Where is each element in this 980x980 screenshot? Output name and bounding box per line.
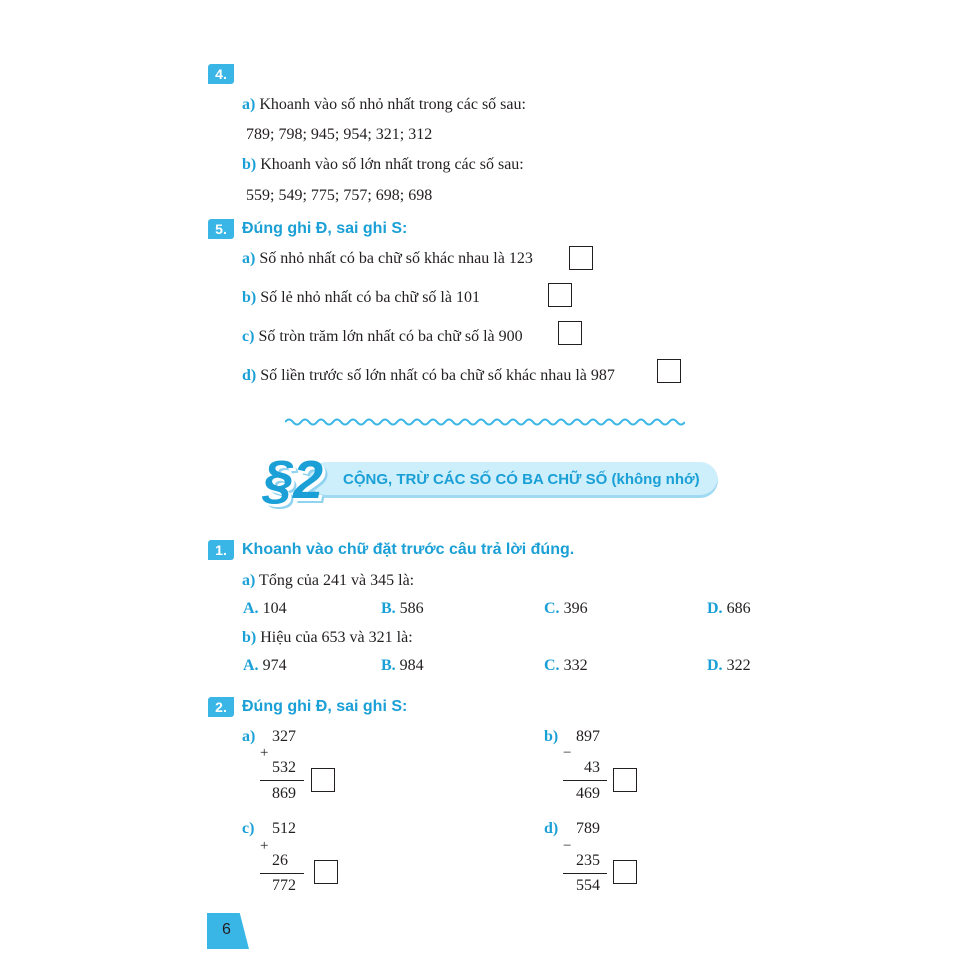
item-label: a) [242,572,256,589]
question-5a [242,249,533,269]
option-value: 332 [563,657,588,674]
s2-question-2-title: Đúng ghi Đ, sai ghi S: [242,698,408,715]
s2-question-1a [242,571,414,591]
answer-box-5b[interactable] [548,283,572,307]
calc-b-result: 469 [576,785,600,802]
question-4a [242,95,526,115]
calc-b-bottom: 43 [584,759,600,776]
question-5-title: Đúng ghi Đ, sai ghi S: [242,220,408,237]
option-letter: B. [381,600,396,617]
s2-question-1b-text: Hiệu của 653 và 321 là: [260,629,413,646]
option-value: 104 [262,600,287,617]
item-label: c) [242,820,255,837]
option-1b-A[interactable] [243,656,287,676]
answer-box-2d[interactable] [613,860,637,884]
s2-question-1b [242,628,413,648]
option-1b-C[interactable] [544,656,588,676]
item-label: b) [544,728,559,745]
option-letter: C. [544,600,560,617]
calc-c-line [260,873,304,874]
option-letter: A. [243,657,259,674]
calc-a-operator: + [260,745,269,761]
option-1a-C[interactable] [544,599,588,619]
s2-question-1-title: Khoanh vào chữ đặt trước câu trả lời đúng. [242,541,575,558]
s2-question-1a-text: Tổng của 241 và 345 là: [259,572,415,589]
calc-b-operator: − [563,745,572,761]
question-5a-text: Số nhỏ nhất có ba chữ số khác nhau là 123 [259,250,533,267]
item-label: a) [242,96,256,113]
option-1a-A[interactable] [243,599,287,619]
question-5d [242,366,615,386]
option-letter: D. [707,657,723,674]
calc-d-bottom: 235 [576,852,600,869]
calc-d-operator: − [563,838,572,854]
option-1a-D[interactable] [707,599,751,619]
option-value: 322 [726,657,751,674]
question-5-badge: 5. [208,219,234,239]
answer-box-2a[interactable] [311,768,335,792]
calc-c-result: 772 [272,877,296,894]
calc-a-bottom: 532 [272,759,296,776]
wavy-divider [285,414,685,430]
item-label: d) [544,820,559,837]
calc-d-top: 789 [576,820,600,837]
question-5c-text: Số tròn trăm lớn nhất có ba chữ số là 900 [258,328,523,345]
item-label: d) [242,367,257,384]
answer-box-2b[interactable] [613,768,637,792]
question-5b [242,288,480,308]
calc-a-top: 327 [272,728,296,745]
option-letter: A. [243,600,259,617]
option-1b-D[interactable] [707,656,751,676]
option-letter: B. [381,657,396,674]
option-value: 586 [399,600,424,617]
calc-d-line [563,873,607,874]
question-4b-text: Khoanh vào số lớn nhất trong các số sau: [260,156,524,173]
calc-c-operator: + [260,838,269,854]
question-5d-text: Số liền trước số lớn nhất có ba chữ số khác nhau là 987 [260,367,615,384]
item-label: c) [242,328,255,345]
calc-a-result: 869 [272,785,296,802]
option-value: 396 [563,600,588,617]
option-1a-B[interactable] [381,599,424,619]
answer-box-5c[interactable] [558,321,582,345]
question-4a-numbers: 789; 798; 945; 954; 321; 312 [246,126,433,143]
answer-box-5d[interactable] [657,359,681,383]
calc-d-result: 554 [576,877,600,894]
question-5b-text: Số lẻ nhỏ nhất có ba chữ số là 101 [260,289,480,306]
item-label: b) [242,289,257,306]
section-symbol: §2 [263,450,324,510]
question-4b-numbers: 559; 549; 775; 757; 698; 698 [246,187,433,204]
question-5c [242,327,523,347]
calc-a-line [260,780,304,781]
option-value: 984 [399,657,424,674]
calc-c-bottom: 26 [272,852,288,869]
item-label: a) [242,250,256,267]
page-number: 6 [222,921,231,938]
option-value: 974 [262,657,287,674]
option-letter: C. [544,657,560,674]
answer-box-2c[interactable] [314,860,338,884]
option-letter: D. [707,600,723,617]
item-label: b) [242,156,257,173]
option-value: 686 [726,600,751,617]
question-4-badge: 4. [208,64,234,84]
option-1b-B[interactable] [381,656,424,676]
item-label: a) [242,728,256,745]
item-label: b) [242,629,257,646]
calc-b-line [563,780,607,781]
question-4b [242,155,524,175]
calc-b-top: 897 [576,728,600,745]
calc-c-top: 512 [272,820,296,837]
s2-question-2-badge: 2. [208,697,234,717]
answer-box-5a[interactable] [569,246,593,270]
section-title: CỘNG, TRỪ CÁC SỐ CÓ BA CHỮ SỐ (không nhớ) [343,471,700,488]
question-4a-text: Khoanh vào số nhỏ nhất trong các số sau: [259,96,526,113]
s2-question-1-badge: 1. [208,540,234,560]
